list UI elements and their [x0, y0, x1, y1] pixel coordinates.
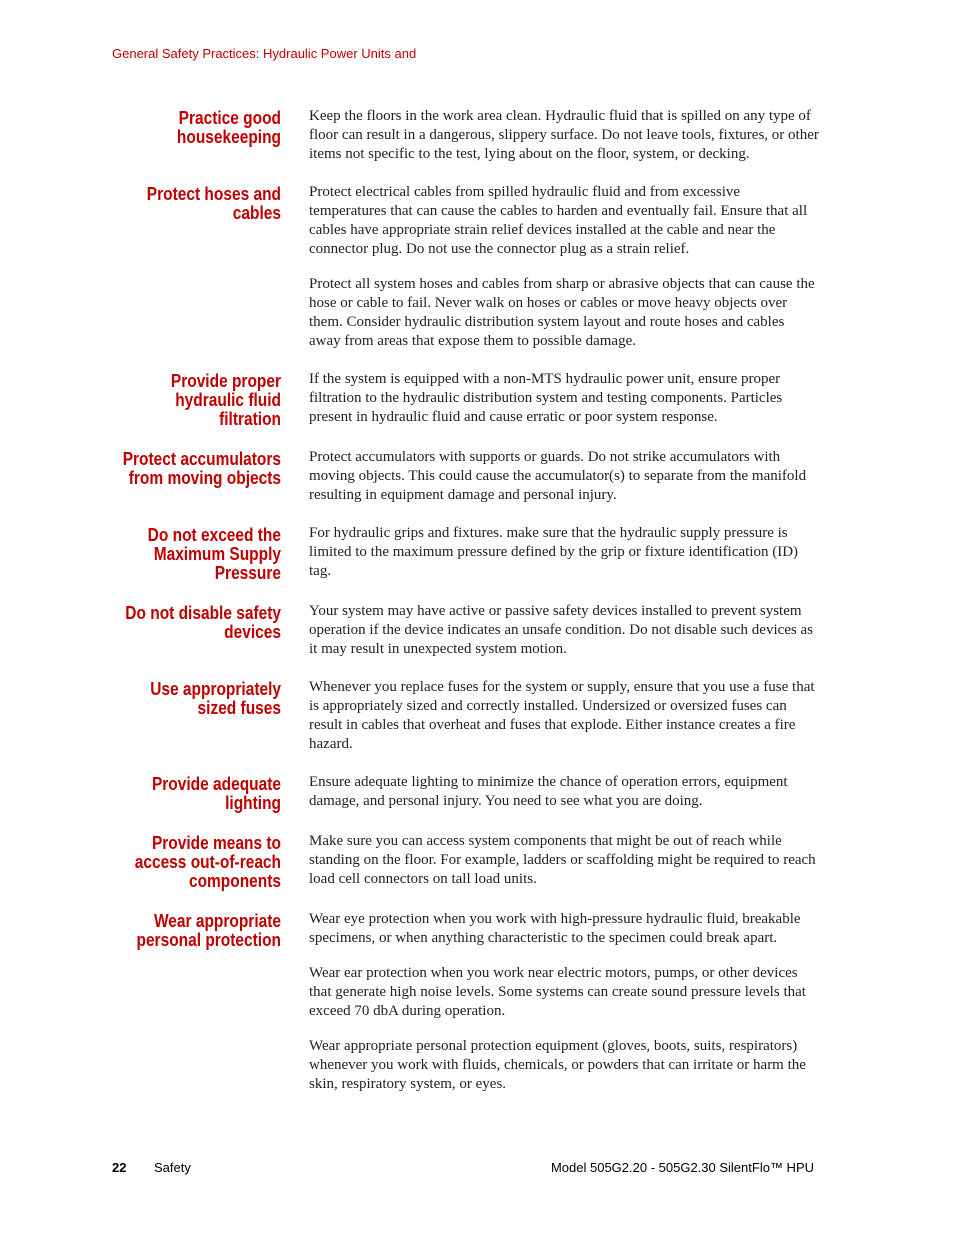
heading-line: Practice good [178, 108, 281, 128]
section-body [309, 602, 819, 659]
section-hoses-cables [0, 183, 954, 351]
running-header: General Safety Practices: Hydraulic Power Units and [112, 46, 417, 61]
section-filtration [0, 370, 954, 429]
footer-document-title: Model 505G2.20 - 505G2.30 SilentFlo™ HPU [550, 1160, 814, 1175]
body-paragraph: Wear ear protection when you work near electric motors, pumps, or other devices that generate high noise levels. Some systems can create sound pressure levels that exceed 70 dbA during operation. [309, 965, 806, 1019]
body-paragraph: Your system may have active or passive safety devices installed to prevent system operation if the device indicates an unsafe condition. Do not disable such devices as it may result in unexpected system motion. [309, 603, 814, 657]
body-paragraph: Wear appropriate personal protection equipment (gloves, boots, suits, respirators) whenever you work with fluids, chemicals, or powders that can irritate or harm the skin, respiratory system, or eyes. [309, 1038, 806, 1092]
section-access [0, 832, 954, 891]
section-heading [39, 602, 281, 659]
heading-line: filtration [219, 409, 281, 429]
heading-line: Maximum Supply [153, 544, 281, 564]
heading-line: Protect accumulators [122, 449, 282, 469]
section-body [309, 773, 819, 813]
section-heading [39, 773, 281, 813]
heading-line: Provide proper [170, 371, 281, 391]
footer-section-name: Safety [154, 1160, 191, 1175]
safety-practices-list [0, 107, 954, 1113]
heading-line: from moving objects [128, 468, 281, 488]
body-paragraph: For hydraulic grips and fixtures. make sure that the hydraulic supply pressure is limited to the maximum pressure defined by the grip or fixture identification (ID) tag. [309, 525, 799, 579]
heading-line: Pressure [214, 563, 281, 583]
body-paragraph: Wear eye protection when you work with high-pressure hydraulic fluid, breakable specimens, or when anything characteristic to the specimen could break apart. [309, 911, 801, 946]
section-body [309, 107, 819, 164]
heading-line: hydraulic fluid [175, 390, 281, 410]
section-heading [39, 910, 281, 1094]
heading-line: Provide adequate [151, 774, 281, 794]
body-paragraph: Protect electrical cables from spilled hydraulic fluid and from excessive temperatures that can cause the cables to harden and eventually fail. Ensure that all cables have appropriate strain relief devices installed at the cable and near the connector plug. Do not use the connector plug as a strain relief. [309, 184, 808, 257]
section-lighting [0, 773, 954, 813]
section-heading [39, 448, 281, 505]
body-paragraph: Whenever you replace fuses for the system or supply, ensure that you use a fuse that is appropriately sized and correctly installed. Undersized or oversized fuses can result in cables that overheat and fuses that explode. Either instance creates a fire hazard. [309, 679, 815, 752]
section-heading [39, 107, 281, 164]
section-heading [39, 678, 281, 754]
heading-line: access out-of-reach [134, 852, 281, 872]
section-body [309, 678, 819, 754]
section-fuses [0, 678, 954, 754]
heading-line: Wear appropriate [153, 911, 281, 931]
section-body [309, 524, 819, 583]
section-supply-pressure [0, 524, 954, 583]
section-body [309, 832, 819, 891]
heading-line: Provide means to [151, 833, 281, 853]
section-body [309, 370, 819, 429]
section-body [309, 183, 819, 351]
section-heading [39, 183, 281, 351]
body-paragraph: If the system is equipped with a non-MTS hydraulic power unit, ensure proper filtration to the hydraulic distribution system and testing components. Particles present in hydraulic fluid and cause erratic or poor system response. [309, 371, 783, 425]
body-paragraph: Protect all system hoses and cables from sharp or abrasive objects that can cause the hose or cable to fail. Never walk on hoses or cables or move heavy objects over them. Consider hydraulic distribution system layout and route hoses and cables away from areas that expose them to possible damage. [309, 276, 815, 349]
section-body [309, 910, 819, 1094]
section-safety-devices [0, 602, 954, 659]
heading-line: components [188, 871, 281, 891]
heading-line: personal protection [136, 930, 281, 950]
body-paragraph: Make sure you can access system components that might be out of reach while standing on the floor. For example, ladders or scaffolding might be required to reach load cell connectors on tall load units. [309, 833, 816, 887]
heading-line: lighting [225, 793, 281, 813]
body-paragraph: Keep the floors in the work area clean. Hydraulic fluid that is spilled on any type of floor can result in a dangerous, slippery surface. Do not leave tools, fixtures, or other items not specific to the test, lying about on the floor, system, or decking. [309, 108, 819, 162]
body-paragraph: Protect accumulators with supports or guards. Do not strike accumulators with moving objects. This could cause the accumulator(s) to separate from the manifold resulting in equipment damage and personal injury. [309, 449, 807, 503]
heading-line: sized fuses [197, 698, 281, 718]
section-housekeeping [0, 107, 954, 164]
section-body [309, 448, 819, 505]
heading-line: Do not exceed the [147, 525, 281, 545]
section-heading [39, 832, 281, 891]
section-personal-protection [0, 910, 954, 1094]
heading-line: Do not disable safety [125, 603, 281, 623]
page-number: 22 [112, 1160, 127, 1175]
heading-line: housekeeping [176, 127, 281, 147]
heading-line: devices [224, 622, 281, 642]
body-paragraph: Ensure adequate lighting to minimize the chance of operation errors, equipment damage, and personal injury. You need to see what you are doing. [309, 774, 788, 809]
section-heading [39, 370, 281, 429]
section-accumulators [0, 448, 954, 505]
section-heading [39, 524, 281, 583]
heading-line: Use appropriately [150, 679, 281, 699]
heading-line: Protect hoses and [146, 184, 281, 204]
heading-line: cables [232, 203, 281, 223]
